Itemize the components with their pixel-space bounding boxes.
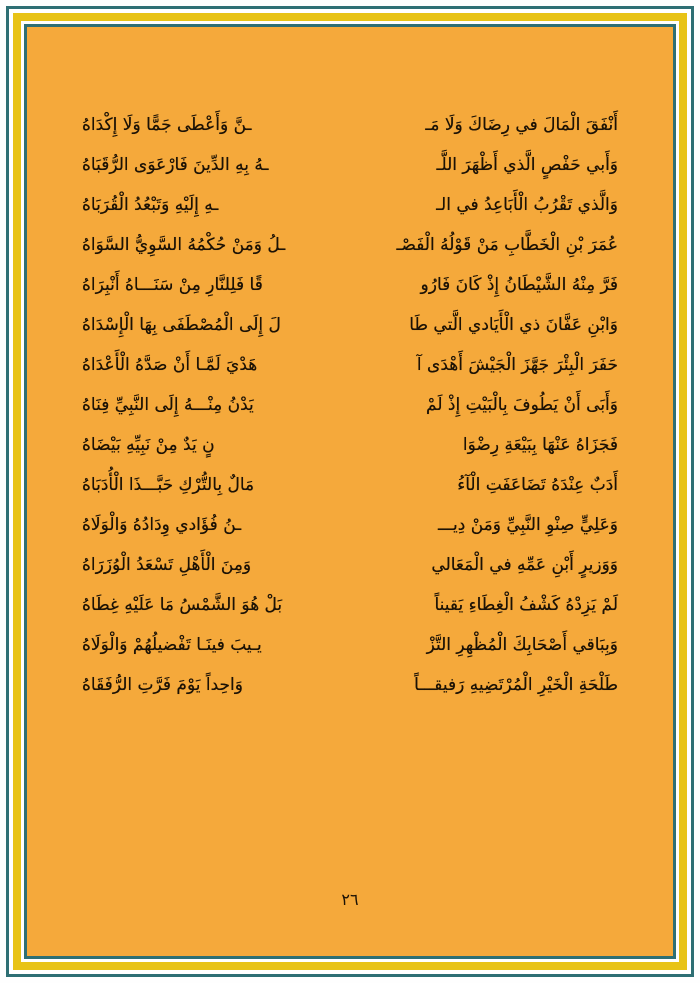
hemistich-left: يَدْنُ مِنْـــهُ إِلَى النَّبِيِّ فِنَاهُ — [82, 395, 254, 415]
hemistich-left: لَ إِلَى الْمُصْطَفَى بِهَا الْإِسْدَاهُ — [82, 315, 281, 335]
hemistich-right: فَرَّ مِنْهُ الشَّيْطَانُ إِذْ كَانَ فَارُو — [420, 275, 618, 295]
hemistich-right: فَجَزَاهُ عَنْهَا بِبَيْعَةِ رِضْوَا — [462, 435, 618, 455]
hemistich-right: وَأَبي حَفْصٍ الَّذي أَظْهَرَ اللَّـ — [436, 155, 618, 175]
hemistich-right: وَوَزيرٍ أَبْنِ عَمِّهِ في الْمَعَالي — [431, 555, 618, 575]
verse-line — [30, 348, 670, 382]
hemistich-right: طَلْحَةِ الْخَيْرِ الْمُرْتَضِيهِ رَفيقـــاً — [414, 675, 618, 695]
hemistich-left: ـلُ وَمَنْ حُكْمُهُ السَّوِيُّ السَّوَاهُ — [82, 235, 286, 255]
hemistich-right: وَعَلِيٍّ صِنْوِ النَّبِيِّ وَمَنْ دِيـــ — [438, 515, 618, 535]
verse-line — [30, 588, 670, 622]
hemistich-left: بَلْ هُوَ الشَّمْسُ مَا عَلَيْهِ غِطَاهُ — [82, 595, 283, 615]
verse-line — [30, 108, 670, 142]
hemistich-left: وَمِنَ الْأَهْلِ تَسْعَدُ الْوُزَرَاهُ — [82, 555, 252, 575]
hemistich-left: نٍ يَدٌ مِنْ نَبِيِّهِ بَيْضَاهُ — [82, 435, 215, 455]
hemistich-left: ـنُ فُؤَادي وِدَادُهُ وَالْوَلَاهُ — [82, 515, 242, 535]
verse-line — [30, 668, 670, 702]
verse-line — [30, 468, 670, 502]
hemistich-left: مَالٌ بِالتُّرْكِ حَبَّـــذَا الْأُدَبَاهُ — [82, 475, 255, 495]
verse-line — [30, 388, 670, 422]
page-number: ٢٦ — [341, 890, 359, 909]
hemistich-right: أَنْفَقَ الْمَالَ في رِضَاكَ وَلَا مَـ — [425, 115, 618, 135]
verse-line — [30, 428, 670, 462]
poem-text-block — [30, 108, 670, 708]
verse-line — [30, 268, 670, 302]
verse-line — [30, 188, 670, 222]
hemistich-left: هَدْيَ لَمَّـا أَنْ صَدَّهُ الْأَعْدَاهُ — [82, 355, 258, 375]
verse-line — [30, 628, 670, 662]
hemistich-left: ـهُ بِهِ الدِّينَ فَارْعَوَى الرُّقَبَاهُ — [82, 155, 269, 175]
verse-line — [30, 508, 670, 542]
verse-line — [30, 228, 670, 262]
verse-line — [30, 308, 670, 342]
hemistich-right: وَأَبَى أَنْ يَطُوفَ بِالْبَيْتِ إِذْ لَمْ — [426, 395, 618, 415]
hemistich-left: ـهِ إِلَيْهِ وَتَبْعُدُ الْقُرَبَاهُ — [82, 195, 219, 215]
verse-line — [30, 548, 670, 582]
hemistich-right: حَفَرَ الْبِئْرَ جَهَّزَ الْجَيْشَ أَهْدَى آ — [416, 355, 618, 375]
hemistich-right: وَبِبَاقي أَصْحَابِكَ الْمُظْهِرِ التَّزْ — [426, 635, 618, 655]
hemistich-left: ـنَّ وَأَعْطَى جَمًّا وَلَا إِكْدَاهُ — [82, 115, 252, 135]
hemistich-right: عُمَرَ بْنِ الْخَطَّابِ مَنْ قَوْلُهُ الْفَصْـ — [396, 235, 618, 255]
hemistich-right: أَدَبٌ عِنْدَهُ تَضَاعَفَتِ الْآءُ — [457, 475, 618, 495]
hemistich-right: لَمْ يَزِدْهُ كَشْفُ الْغِطَاءِ يَقيناً — [434, 595, 618, 615]
hemistich-left: يـيبَ فينَـا تَفْضيلُهُمْ وَالْوَلَاهُ — [82, 635, 262, 655]
verse-line — [30, 148, 670, 182]
hemistich-right: وَابْنِ عَفَّانَ ذي الْأَيَادي الَّتي طَا — [409, 315, 618, 335]
hemistich-left: وَاحِداً يَوْمَ فَرَّتِ الرُّفَقَاهُ — [82, 675, 243, 695]
hemistich-right: وَالَّذي تَقْرُبُ الْأَبَاعِدُ في الـ — [436, 195, 618, 215]
page-body — [30, 30, 670, 953]
hemistich-left: قًا فَلِلنَّارِ مِنْ سَنَـــاهُ أَنْبِرَاهُ — [82, 275, 263, 295]
